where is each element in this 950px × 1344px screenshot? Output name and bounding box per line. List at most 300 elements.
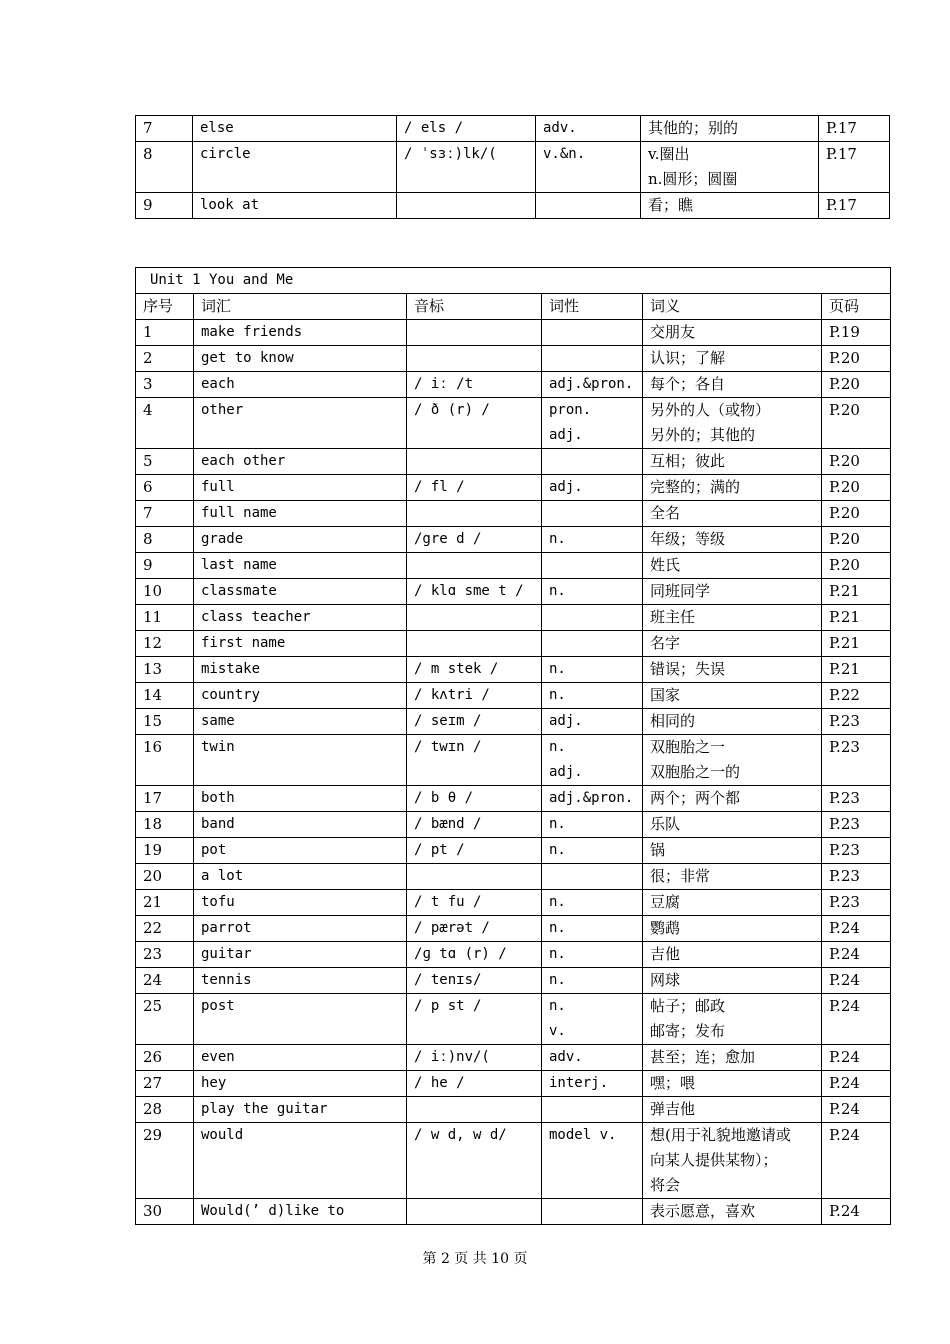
cell-page: P.17 xyxy=(819,116,890,142)
cell-page: P.24 xyxy=(822,994,891,1045)
cell-phonetic xyxy=(397,193,536,219)
cell-page: P.21 xyxy=(822,631,891,657)
table-row xyxy=(136,1097,891,1123)
cell-meaning-line: 交朋友 xyxy=(650,323,696,341)
cell-part-of-speech-line xyxy=(543,193,633,218)
cell-part-of-speech-line: n. xyxy=(549,894,566,910)
cell-meaning xyxy=(643,527,822,553)
cell-page: P.23 xyxy=(822,735,891,786)
cell-word: band xyxy=(194,812,407,838)
cell-part-of-speech xyxy=(542,398,643,449)
cell-word: would xyxy=(194,1123,407,1199)
header-word: 词汇 xyxy=(194,294,407,320)
cell-part-of-speech xyxy=(542,553,643,579)
cell-part-of-speech-line xyxy=(549,864,635,889)
cell-part-of-speech xyxy=(542,864,643,890)
cell-meaning xyxy=(643,449,822,475)
cell-word: parrot xyxy=(194,916,407,942)
cell-part-of-speech-line: n. xyxy=(549,816,566,832)
cell-meaning xyxy=(643,372,822,398)
cell-phonetic: / klɑ sme t / xyxy=(407,579,542,605)
cell-phonetic: / bænd / xyxy=(407,812,542,838)
cell-part-of-speech xyxy=(536,142,641,193)
cell-meaning xyxy=(643,657,822,683)
cell-no: 5 xyxy=(136,449,194,475)
cell-part-of-speech-line xyxy=(549,605,635,630)
table-row xyxy=(136,786,891,812)
cell-meaning-line: n.圆形；圆圈 xyxy=(648,170,738,188)
table-row xyxy=(136,1199,891,1225)
cell-page: P.20 xyxy=(822,398,891,449)
cell-page: P.20 xyxy=(822,346,891,372)
cell-meaning-line: 锅 xyxy=(650,841,666,859)
cell-word: country xyxy=(194,683,407,709)
cell-meaning-line: 认识；了解 xyxy=(650,349,726,367)
table-row xyxy=(136,864,891,890)
cell-word: Would(’ d)like to xyxy=(194,1199,407,1225)
cell-phonetic: / pærət / xyxy=(407,916,542,942)
cell-meaning-line: 嘿；喂 xyxy=(650,1074,696,1092)
cell-part-of-speech-line xyxy=(549,501,635,526)
cell-part-of-speech-line: n. xyxy=(549,998,566,1014)
cell-phonetic: / he / xyxy=(407,1071,542,1097)
cell-part-of-speech xyxy=(542,372,643,398)
cell-no: 4 xyxy=(136,398,194,449)
cell-meaning-line: 双胞胎之一的 xyxy=(650,763,741,781)
table-row xyxy=(136,449,891,475)
cell-meaning-line: 另外的人（或物） xyxy=(650,401,771,419)
cell-part-of-speech xyxy=(542,942,643,968)
cell-part-of-speech-line xyxy=(549,1199,635,1224)
cell-part-of-speech xyxy=(542,709,643,735)
cell-meaning xyxy=(641,193,819,219)
cell-page: P.23 xyxy=(822,786,891,812)
cell-part-of-speech xyxy=(542,1097,643,1123)
cell-page: P.19 xyxy=(822,320,891,346)
cell-part-of-speech-line: adj. xyxy=(549,427,583,443)
cell-word: look at xyxy=(193,193,397,219)
cell-word: get to know xyxy=(194,346,407,372)
cell-part-of-speech xyxy=(542,786,643,812)
cell-meaning xyxy=(643,631,822,657)
table-row xyxy=(136,838,891,864)
table-row xyxy=(136,994,891,1045)
cell-meaning xyxy=(643,735,822,786)
cell-part-of-speech xyxy=(542,449,643,475)
cell-phonetic: / pt / xyxy=(407,838,542,864)
cell-phonetic: / tenɪs/ xyxy=(407,968,542,994)
cell-part-of-speech-line: n. xyxy=(549,687,566,703)
cell-word: each xyxy=(194,372,407,398)
cell-part-of-speech xyxy=(542,1045,643,1071)
cell-phonetic xyxy=(407,1199,542,1225)
cell-meaning xyxy=(643,890,822,916)
cell-phonetic: / seɪm / xyxy=(407,709,542,735)
cell-word: tofu xyxy=(194,890,407,916)
header-phonetic: 音标 xyxy=(407,294,542,320)
cell-meaning-line: 其他的；别的 xyxy=(648,119,739,137)
cell-meaning xyxy=(643,1071,822,1097)
cell-phonetic xyxy=(407,605,542,631)
cell-meaning-line: 甚至；连；愈加 xyxy=(650,1048,756,1066)
cell-no: 30 xyxy=(136,1199,194,1225)
header-part-of-speech: 词性 xyxy=(542,294,643,320)
table-row xyxy=(136,735,891,786)
table-row xyxy=(136,812,891,838)
cell-meaning-line: 另外的；其他的 xyxy=(650,426,756,444)
cell-no: 7 xyxy=(136,501,194,527)
cell-no: 17 xyxy=(136,786,194,812)
cell-no: 22 xyxy=(136,916,194,942)
cell-part-of-speech xyxy=(542,605,643,631)
cell-word: first name xyxy=(194,631,407,657)
cell-no: 23 xyxy=(136,942,194,968)
cell-part-of-speech-line xyxy=(549,631,635,656)
cell-meaning-line: 鹦鹉 xyxy=(650,919,681,937)
cell-phonetic xyxy=(407,1097,542,1123)
cell-phonetic xyxy=(407,553,542,579)
cell-part-of-speech-line xyxy=(549,320,635,345)
cell-meaning xyxy=(643,864,822,890)
cell-meaning-line: 错误；失误 xyxy=(650,660,726,678)
cell-page: P.20 xyxy=(822,475,891,501)
cell-part-of-speech-line: pron. xyxy=(549,402,592,418)
cell-part-of-speech-line: n. xyxy=(549,583,566,599)
cell-word: play the guitar xyxy=(194,1097,407,1123)
cell-part-of-speech xyxy=(542,346,643,372)
cell-meaning xyxy=(643,1123,822,1199)
cell-part-of-speech-line: adj.&pron. xyxy=(549,376,634,392)
cell-meaning xyxy=(643,968,822,994)
cell-phonetic: / iː)nv/( xyxy=(407,1045,542,1071)
cell-part-of-speech-line xyxy=(549,553,635,578)
table-row xyxy=(136,968,891,994)
cell-phonetic: / kʌtri / xyxy=(407,683,542,709)
cell-meaning xyxy=(643,994,822,1045)
cell-no: 8 xyxy=(136,527,194,553)
cell-part-of-speech-line xyxy=(549,449,635,474)
cell-phonetic: / ˈsɜː)lk/( xyxy=(397,142,536,193)
table-row xyxy=(136,579,891,605)
cell-meaning xyxy=(643,475,822,501)
table-row xyxy=(136,320,891,346)
table-row xyxy=(136,372,891,398)
table-row xyxy=(136,1071,891,1097)
cell-part-of-speech xyxy=(542,1071,643,1097)
cell-meaning-line: 弹吉他 xyxy=(650,1100,696,1118)
cell-no: 7 xyxy=(136,116,193,142)
cell-part-of-speech xyxy=(542,890,643,916)
table-row xyxy=(136,631,891,657)
cell-part-of-speech xyxy=(542,320,643,346)
cell-word: pot xyxy=(194,838,407,864)
cell-phonetic: /gre d / xyxy=(407,527,542,553)
cell-no: 14 xyxy=(136,683,194,709)
header-no: 序号 xyxy=(136,294,194,320)
cell-meaning-line: 邮寄；发布 xyxy=(650,1022,726,1040)
cell-part-of-speech-line: interj. xyxy=(549,1075,609,1091)
cell-no: 16 xyxy=(136,735,194,786)
cell-meaning xyxy=(643,320,822,346)
cell-part-of-speech xyxy=(536,116,641,142)
cell-meaning-line: 两个；两个都 xyxy=(650,789,741,807)
cell-word: grade xyxy=(194,527,407,553)
header-page: 页码 xyxy=(822,294,891,320)
table-row xyxy=(136,683,891,709)
cell-word: class teacher xyxy=(194,605,407,631)
cell-phonetic: / w d, w d/ xyxy=(407,1123,542,1199)
cell-meaning-line: 班主任 xyxy=(650,608,696,626)
cell-page: P.21 xyxy=(822,657,891,683)
cell-word: guitar xyxy=(194,942,407,968)
cell-no: 9 xyxy=(136,193,193,219)
cell-phonetic: / p st / xyxy=(407,994,542,1045)
cell-phonetic: / m stek / xyxy=(407,657,542,683)
table-row xyxy=(136,193,890,219)
cell-no: 12 xyxy=(136,631,194,657)
cell-phonetic: /ɡ tɑ (r) / xyxy=(407,942,542,968)
cell-part-of-speech-line xyxy=(549,1097,635,1122)
cell-page: P.21 xyxy=(822,605,891,631)
cell-page: P.20 xyxy=(822,553,891,579)
cell-phonetic xyxy=(407,346,542,372)
table-row xyxy=(136,475,891,501)
cell-no: 26 xyxy=(136,1045,194,1071)
cell-meaning xyxy=(643,709,822,735)
cell-meaning-line: 想(用于礼貌地邀请或 xyxy=(650,1126,791,1144)
cell-word: else xyxy=(193,116,397,142)
cell-page: P.24 xyxy=(822,968,891,994)
cell-page: P.17 xyxy=(819,193,890,219)
cell-page: P.24 xyxy=(822,942,891,968)
cell-part-of-speech-line xyxy=(549,346,635,371)
vocab-table-unit1 xyxy=(135,267,891,1225)
cell-meaning xyxy=(643,553,822,579)
cell-meaning xyxy=(643,916,822,942)
cell-page: P.23 xyxy=(822,838,891,864)
cell-no: 6 xyxy=(136,475,194,501)
cell-meaning-line: 完整的；满的 xyxy=(650,478,741,496)
cell-word: post xyxy=(194,994,407,1045)
cell-phonetic: / iː /t xyxy=(407,372,542,398)
cell-meaning-line: 乐队 xyxy=(650,815,681,833)
cell-phonetic xyxy=(407,864,542,890)
cell-no: 15 xyxy=(136,709,194,735)
cell-meaning-line: 每个；各自 xyxy=(650,375,726,393)
cell-page: P.23 xyxy=(822,890,891,916)
cell-phonetic: / ð (r) / xyxy=(407,398,542,449)
table-row xyxy=(136,890,891,916)
cell-page: P.20 xyxy=(822,449,891,475)
cell-no: 1 xyxy=(136,320,194,346)
cell-meaning-line: 互相；彼此 xyxy=(650,452,726,470)
cell-phonetic: / b θ / xyxy=(407,786,542,812)
cell-page: P.21 xyxy=(822,579,891,605)
header-meaning: 词义 xyxy=(643,294,822,320)
vocab-table-unit1-body xyxy=(136,320,891,1225)
cell-word: full xyxy=(194,475,407,501)
cell-part-of-speech-line: v. xyxy=(549,1023,566,1039)
cell-word: classmate xyxy=(194,579,407,605)
cell-meaning-line: 向某人提供某物）； xyxy=(650,1151,778,1169)
cell-meaning-line: 相同的 xyxy=(650,712,696,730)
cell-page: P.23 xyxy=(822,709,891,735)
cell-part-of-speech-line: n. xyxy=(549,946,566,962)
cell-word: same xyxy=(194,709,407,735)
cell-meaning xyxy=(643,683,822,709)
cell-meaning-line: 表示愿意，喜欢 xyxy=(650,1202,756,1220)
cell-page: P.24 xyxy=(822,1097,891,1123)
cell-part-of-speech xyxy=(542,994,643,1045)
cell-meaning-line: v.圈出 xyxy=(648,145,690,163)
cell-meaning-line: 豆腐 xyxy=(650,893,681,911)
cell-meaning xyxy=(643,1097,822,1123)
cell-part-of-speech xyxy=(542,475,643,501)
cell-word: last name xyxy=(194,553,407,579)
cell-page: P.24 xyxy=(822,916,891,942)
cell-no: 18 xyxy=(136,812,194,838)
unit-title: Unit 1 You and Me xyxy=(136,268,891,294)
page-footer: 第 2 页 共 10 页 xyxy=(422,1251,528,1267)
table-row xyxy=(136,1045,891,1071)
cell-word: tennis xyxy=(194,968,407,994)
vocab-table-continued-body xyxy=(136,116,890,219)
cell-meaning-line: 吉他 xyxy=(650,945,681,963)
table-row xyxy=(136,942,891,968)
cell-page: P.24 xyxy=(822,1123,891,1199)
cell-word: mistake xyxy=(194,657,407,683)
table-row xyxy=(136,346,891,372)
cell-meaning-line: 将会 xyxy=(650,1176,681,1194)
cell-part-of-speech xyxy=(542,631,643,657)
cell-meaning xyxy=(643,838,822,864)
table-row xyxy=(136,142,890,193)
cell-no: 28 xyxy=(136,1097,194,1123)
cell-meaning-line: 全名 xyxy=(650,504,681,522)
table-row xyxy=(136,527,891,553)
cell-meaning xyxy=(643,786,822,812)
cell-meaning xyxy=(643,398,822,449)
cell-phonetic: / t fu / xyxy=(407,890,542,916)
table-row xyxy=(136,501,891,527)
cell-meaning xyxy=(643,1045,822,1071)
cell-part-of-speech xyxy=(542,968,643,994)
cell-meaning xyxy=(643,942,822,968)
cell-page: P.20 xyxy=(822,372,891,398)
cell-phonetic xyxy=(407,320,542,346)
cell-no: 24 xyxy=(136,968,194,994)
cell-part-of-speech-line: n. xyxy=(549,739,566,755)
cell-part-of-speech-line: n. xyxy=(549,920,566,936)
cell-part-of-speech-line: n. xyxy=(549,842,566,858)
table-row xyxy=(136,1123,891,1199)
cell-no: 25 xyxy=(136,994,194,1045)
cell-part-of-speech xyxy=(542,579,643,605)
cell-phonetic: / els / xyxy=(397,116,536,142)
table-row xyxy=(136,116,890,142)
cell-word: make friends xyxy=(194,320,407,346)
cell-no: 3 xyxy=(136,372,194,398)
cell-word: hey xyxy=(194,1071,407,1097)
cell-word: other xyxy=(194,398,407,449)
cell-part-of-speech-line: adv. xyxy=(549,1049,583,1065)
cell-part-of-speech-line: n. xyxy=(549,531,566,547)
cell-meaning-line: 看；瞧 xyxy=(648,196,694,214)
cell-part-of-speech-line: model v. xyxy=(549,1127,617,1143)
cell-part-of-speech xyxy=(542,501,643,527)
vocab-table-continued xyxy=(135,115,890,219)
cell-page: P.17 xyxy=(819,142,890,193)
cell-meaning xyxy=(643,605,822,631)
cell-word: circle xyxy=(193,142,397,193)
cell-word: a lot xyxy=(194,864,407,890)
cell-meaning-line: 同班同学 xyxy=(650,582,711,600)
cell-phonetic xyxy=(407,501,542,527)
table-title-row xyxy=(136,268,891,294)
cell-page: P.22 xyxy=(822,683,891,709)
table-row xyxy=(136,709,891,735)
cell-meaning-line: 网球 xyxy=(650,971,681,989)
cell-word: twin xyxy=(194,735,407,786)
cell-no: 19 xyxy=(136,838,194,864)
cell-part-of-speech-line: adj. xyxy=(549,479,583,495)
cell-part-of-speech xyxy=(542,838,643,864)
cell-meaning xyxy=(643,346,822,372)
cell-no: 27 xyxy=(136,1071,194,1097)
cell-meaning-line: 很；非常 xyxy=(650,867,711,885)
cell-part-of-speech xyxy=(536,193,641,219)
cell-meaning-line: 帖子；邮政 xyxy=(650,997,726,1015)
cell-part-of-speech xyxy=(542,1199,643,1225)
table-row xyxy=(136,398,891,449)
cell-no: 13 xyxy=(136,657,194,683)
cell-part-of-speech-line: adj. xyxy=(549,713,583,729)
cell-phonetic: / twɪn / xyxy=(407,735,542,786)
cell-meaning-line: 名字 xyxy=(650,634,681,652)
table-row xyxy=(136,605,891,631)
cell-meaning-line: 姓氏 xyxy=(650,556,681,574)
cell-meaning-line: 国家 xyxy=(650,686,681,704)
cell-word: full name xyxy=(194,501,407,527)
cell-meaning xyxy=(641,142,819,193)
table-header-row xyxy=(136,294,891,320)
cell-part-of-speech xyxy=(542,916,643,942)
cell-page: P.20 xyxy=(822,527,891,553)
cell-no: 10 xyxy=(136,579,194,605)
cell-word: both xyxy=(194,786,407,812)
cell-no: 11 xyxy=(136,605,194,631)
table-row xyxy=(136,916,891,942)
cell-meaning xyxy=(643,812,822,838)
cell-part-of-speech-line: adj.&pron. xyxy=(549,790,634,806)
cell-part-of-speech xyxy=(542,735,643,786)
cell-meaning xyxy=(641,116,819,142)
cell-part-of-speech-line: v.&n. xyxy=(543,146,586,162)
cell-no: 9 xyxy=(136,553,194,579)
cell-part-of-speech xyxy=(542,527,643,553)
cell-page: P.24 xyxy=(822,1045,891,1071)
cell-meaning-line: 年级；等级 xyxy=(650,530,726,548)
cell-no: 8 xyxy=(136,142,193,193)
cell-page: P.24 xyxy=(822,1199,891,1225)
cell-no: 29 xyxy=(136,1123,194,1199)
table-row xyxy=(136,657,891,683)
cell-page: P.24 xyxy=(822,1071,891,1097)
cell-meaning-line: 双胞胎之一 xyxy=(650,738,726,756)
cell-no: 2 xyxy=(136,346,194,372)
cell-meaning xyxy=(643,579,822,605)
cell-page: P.20 xyxy=(822,501,891,527)
